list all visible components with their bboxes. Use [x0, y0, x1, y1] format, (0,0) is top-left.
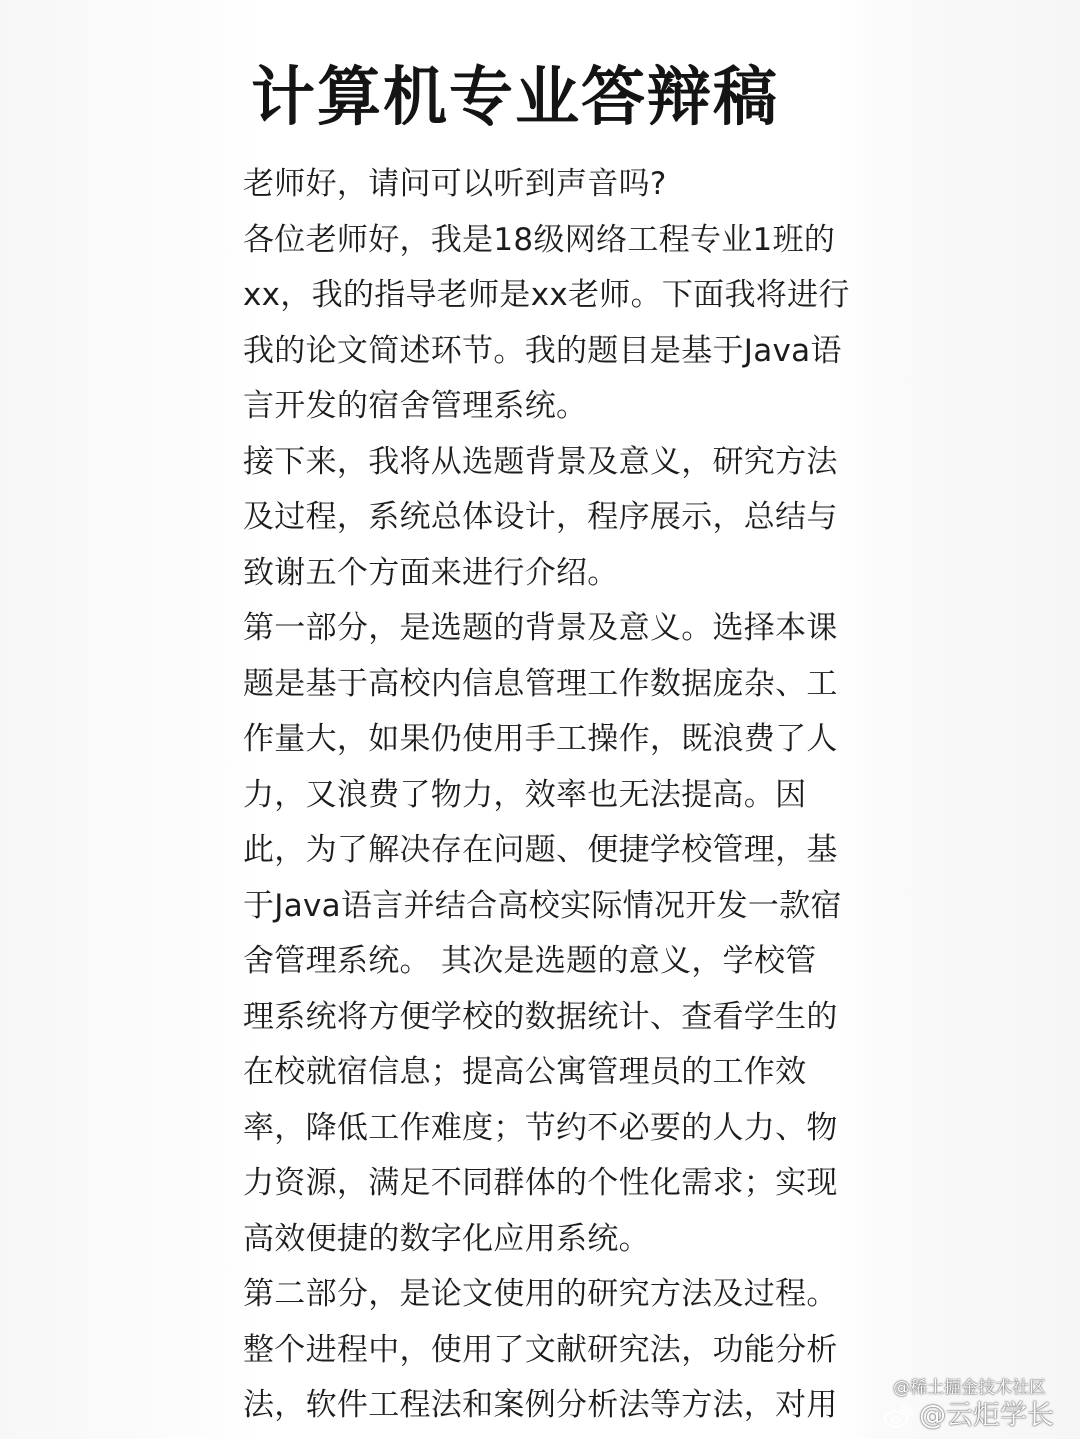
text-line: 力，又浪费了物力，效率也无法提高。因	[243, 776, 807, 813]
text-line: 致谢五个方面来进行介绍。	[243, 554, 619, 591]
text-line: 力资源，满足不同群体的个性化需求；实现	[243, 1165, 838, 1201]
text-line: 在校就宿信息；提高公寓管理员的工作效	[243, 1054, 807, 1090]
text-line: 整个进程中，使用了文献研究法，功能分析	[243, 1331, 838, 1368]
text-line: 我的论文简述环节。我的题目是基于Java语	[243, 332, 842, 369]
watermark-community-text: @稀土掘金技术社区	[893, 1378, 1046, 1398]
watermark-author-row	[883, 1399, 1054, 1433]
text-line: 题是基于高校内信息管理工作数据庞杂、工	[243, 665, 838, 702]
watermark	[883, 1377, 1054, 1433]
text-line: 老师好，请问可以听到声音吗?	[243, 166, 667, 202]
document-title: 计算机专业答辩稿	[251, 61, 779, 135]
text-line: 于Java语言并结合高校实际情况开发一款宿	[243, 887, 842, 924]
document-body	[243, 157, 850, 1434]
text-line: 接下来，我将从选题背景及意义，研究方法	[243, 443, 838, 480]
text-line: 舍管理系统。 其次是选题的意义，学校管	[243, 943, 817, 979]
text-line: 率，降低工作难度；节约不必要的人力、物	[243, 1109, 838, 1146]
watermark-author-text: @云炬学长	[919, 1400, 1054, 1431]
text-line: 第一部分，是选题的背景及意义。选择本课	[243, 610, 838, 646]
text-line: 法，软件工程法和案例分析法等方法，对用	[243, 1387, 838, 1423]
text-line: 各位老师好，我是18级网络工程专业1班的	[243, 221, 836, 258]
weibo-icon	[883, 1404, 913, 1428]
text-line: 高效便捷的数字化应用系统。	[243, 1220, 650, 1257]
text-line: 及过程，系统总体设计，程序展示，总结与	[243, 499, 838, 535]
text-line: 理系统将方便学校的数据统计、查看学生的	[243, 998, 838, 1035]
text-line: 第二部分，是论文使用的研究方法及过程。	[243, 1276, 838, 1312]
text-line: 言开发的宿舍管理系统。	[243, 388, 588, 424]
text-line: 作量大，如果仍使用手工操作，既浪费了人	[243, 721, 838, 757]
text-line: 此，为了解决存在问题、便捷学校管理，基	[243, 832, 838, 868]
text-line: xx，我的指导老师是xx老师。下面我将进行	[243, 277, 850, 313]
